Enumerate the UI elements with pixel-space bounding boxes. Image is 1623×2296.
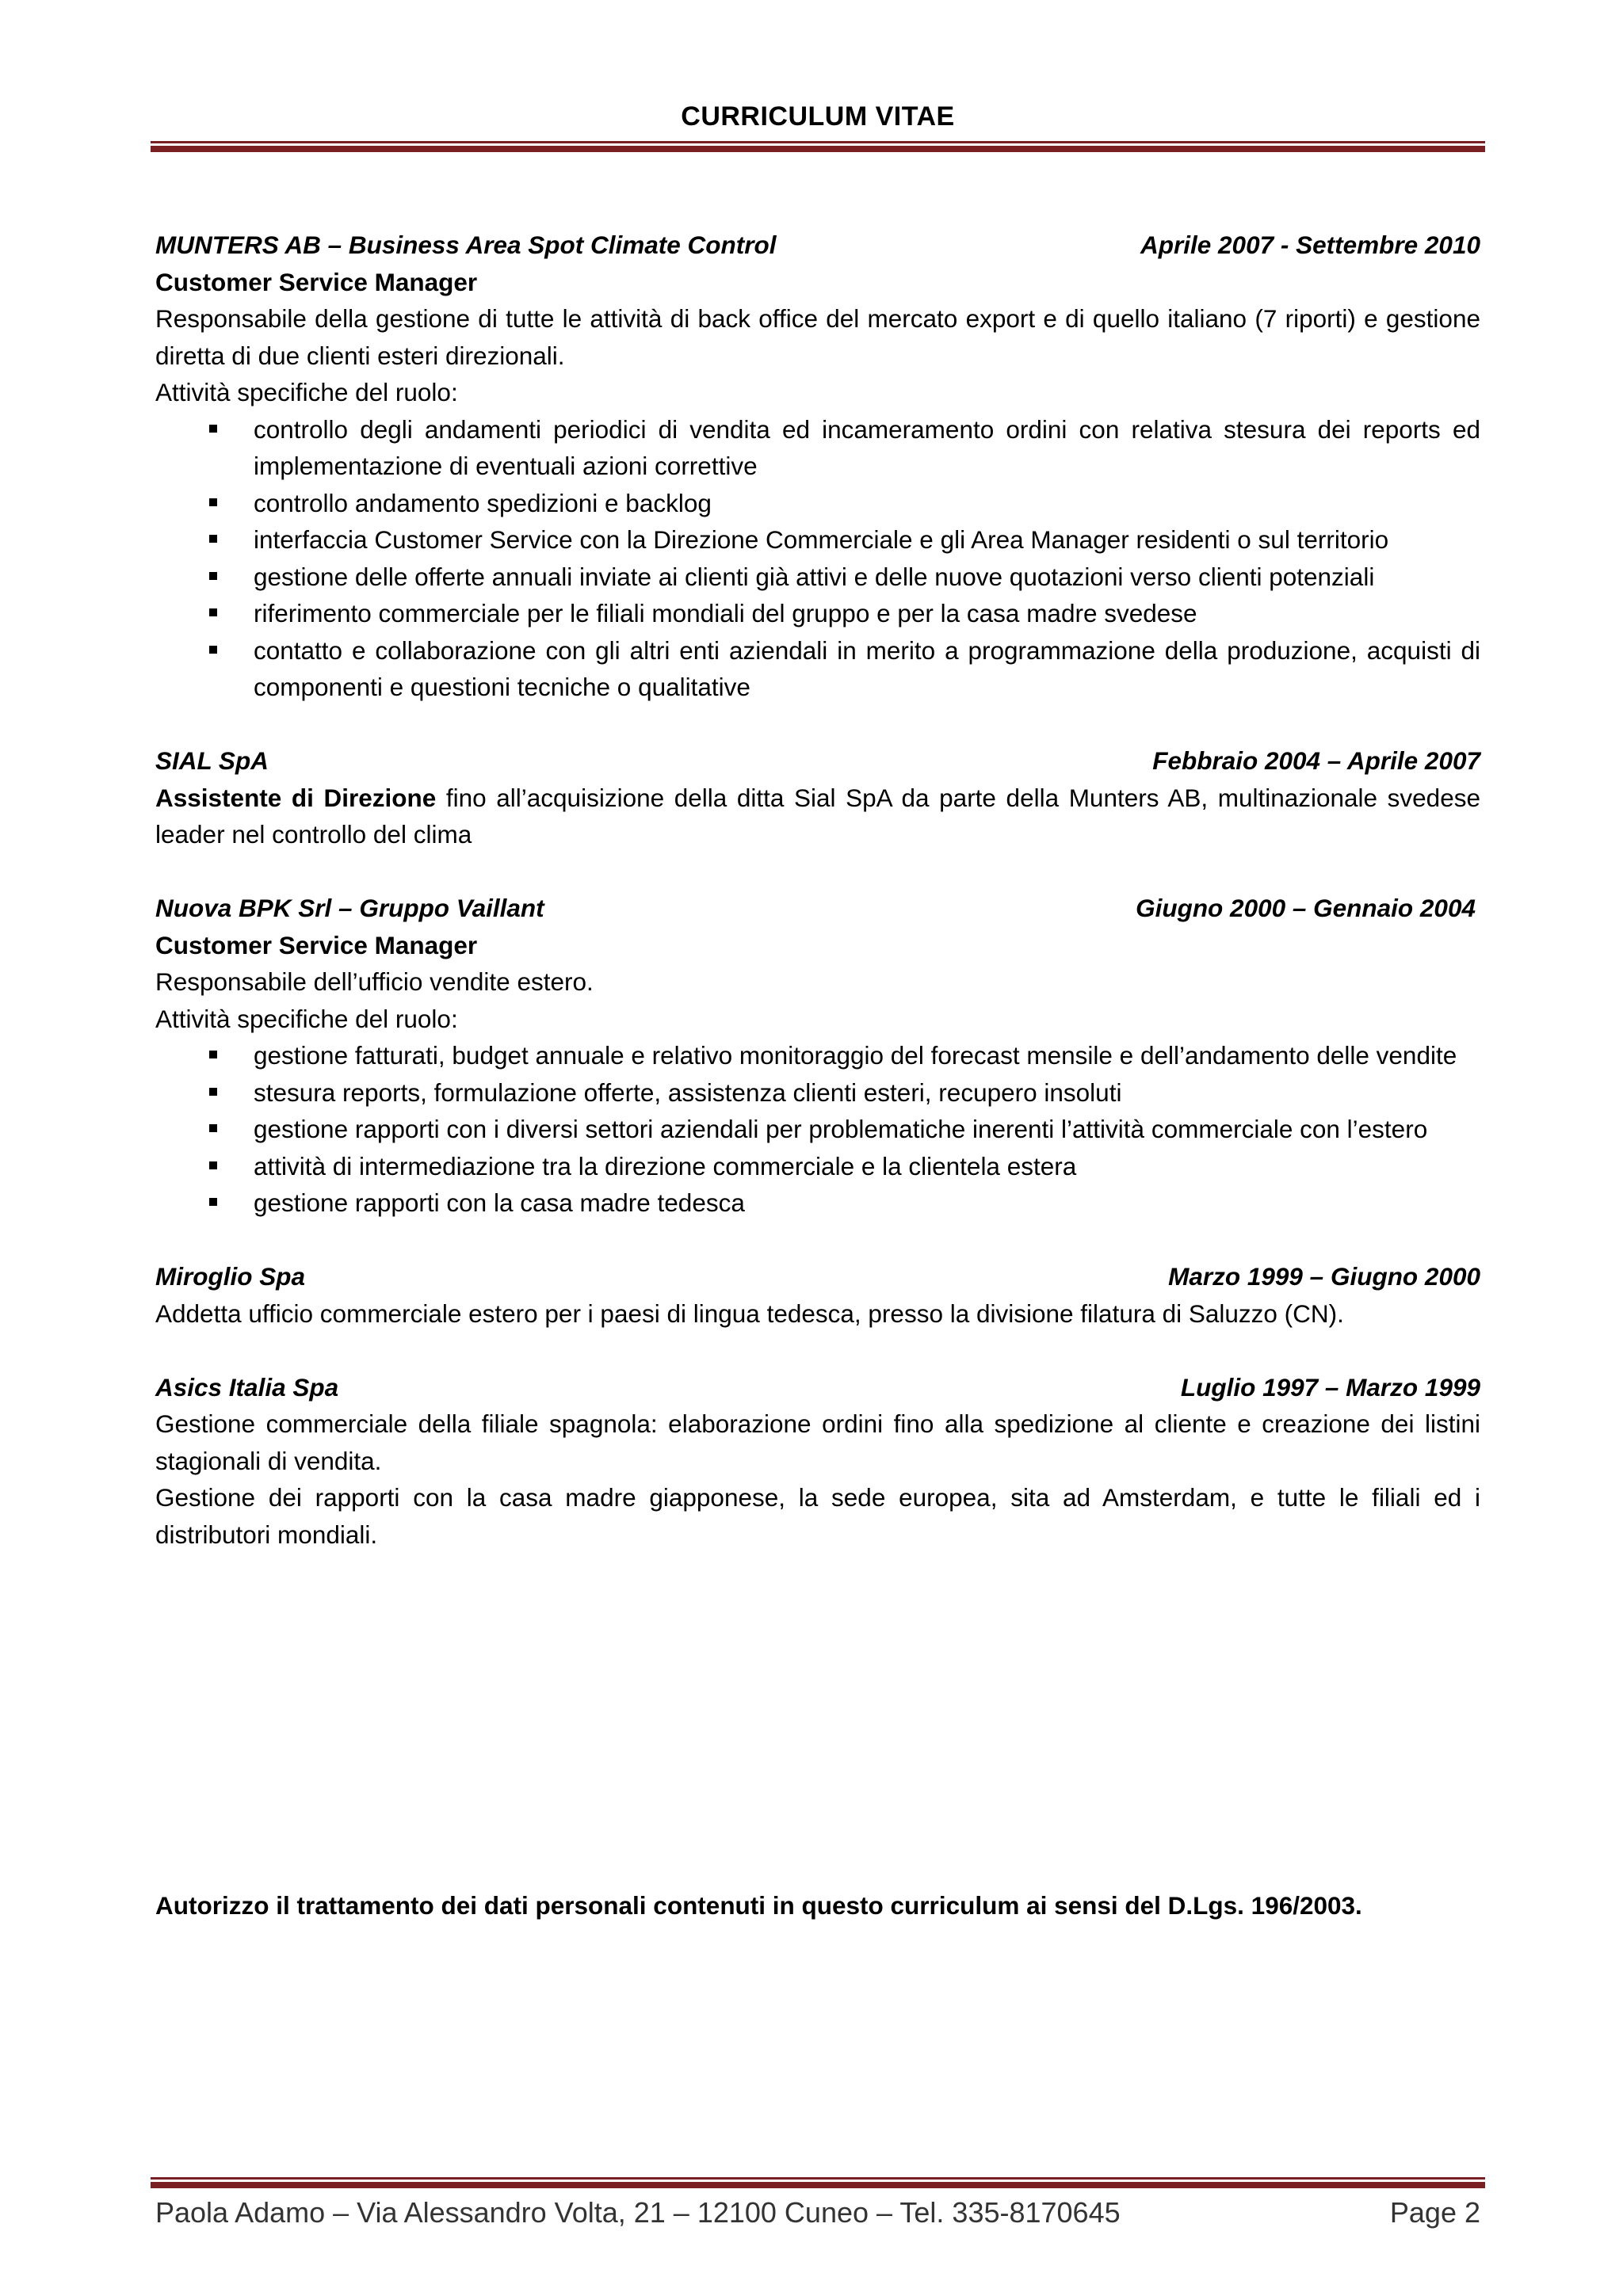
- page-number: Page 2: [1389, 2196, 1480, 2229]
- list-item: interfaccia Customer Service con la Direzione Commerciale e gli Area Manager residenti o sul territorio: [254, 521, 1480, 559]
- privacy-authorization: Autorizzo il trattamento dei dati personali contenuti in questo curriculum ai sensi del D.Lgs. 196/2003.: [155, 1891, 1362, 1920]
- experience-entry-miroglio: [155, 1258, 1480, 1332]
- job-role: Customer Service Manager: [155, 267, 478, 296]
- employment-dates: Febbraio 2004 – Aprile 2007: [1152, 746, 1480, 775]
- list-item: controllo andamento spedizioni e backlog: [254, 485, 1480, 522]
- experience-entry-nuova-bpk: [155, 890, 1480, 1222]
- job-description: Addetta ufficio commerciale estero per i paesi di lingua tedesca, presso la divisione filatura di Saluzzo (CN).: [155, 1299, 1344, 1328]
- activities-label: Attività specifiche del ruolo:: [155, 1004, 458, 1033]
- entry-heading: [155, 227, 1480, 264]
- footer-rule-thin-line: [151, 2177, 1485, 2180]
- company-name: Miroglio Spa: [155, 1262, 305, 1291]
- page-title: CURRICULUM VITAE: [681, 101, 955, 132]
- list-item: stesura reports, formulazione offerte, assistenza clienti esteri, recupero insoluti: [254, 1074, 1480, 1112]
- list-item: gestione rapporti con la casa madre tedesca: [254, 1184, 1480, 1222]
- job-description-text: fino all’acquisizione della ditta Sial SpA da parte della Munters AB, multinazionale svedese leader nel controllo del clima: [155, 783, 1480, 849]
- experience-section: [155, 227, 1480, 1590]
- activities-list: [155, 1037, 1480, 1222]
- footer-rule: [151, 2177, 1485, 2188]
- header-rule-thick-line: [151, 146, 1485, 152]
- job-description: Responsabile dell’ufficio vendite estero.: [155, 967, 594, 996]
- list-item: gestione delle offerte annuali inviate ai clienti già attivi e delle nuove quotazioni verso clienti potenziali: [254, 559, 1480, 596]
- entry-heading: [155, 890, 1480, 927]
- job-role: Assistente di Direzione: [155, 783, 437, 812]
- list-item: controllo degli andamenti periodici di vendita ed incameramento ordini con relativa stesura dei reports ed implementazione di eventuali azioni correttive: [254, 411, 1480, 485]
- footer-rule-thick-line: [151, 2182, 1485, 2188]
- employment-dates: Marzo 1999 – Giugno 2000: [1168, 1262, 1480, 1291]
- entry-heading: [155, 1258, 1480, 1295]
- list-item: gestione rapporti con i diversi settori aziendali per problematiche inerenti l’attività commerciale con l’estero: [254, 1111, 1480, 1148]
- experience-entry-asics: [155, 1369, 1480, 1554]
- experience-entry-sial: [155, 742, 1480, 853]
- cv-page: [155, 0, 1480, 2296]
- employment-dates: Luglio 1997 – Marzo 1999: [1180, 1372, 1480, 1402]
- header-rule: [151, 141, 1485, 152]
- company-name: SIAL SpA: [155, 746, 269, 775]
- list-item: contatto e collaborazione con gli altri enti aziendali in merito a programmazione della produzione, acquisti di componenti e questioni tecniche o qualitative: [254, 632, 1480, 706]
- footer-contact: Paola Adamo – Via Alessandro Volta, 21 – 12100 Cuneo – Tel. 335-8170645: [155, 2196, 1121, 2229]
- job-description: Gestione commerciale della filiale spagnola: elaborazione ordini fino alla spedizione al cliente e creazione dei listini stagionali di vendita.: [155, 1409, 1480, 1475]
- job-description: [155, 780, 1480, 853]
- activities-label: Attività specifiche del ruolo:: [155, 378, 458, 406]
- header-rule-thin-line: [151, 141, 1485, 143]
- job-description: Gestione dei rapporti con la casa madre giapponese, la sede europea, sita ad Amsterdam, e tutte le filiali ed i distributori mondiali.: [155, 1483, 1480, 1549]
- company-name: Nuova BPK Srl – Gruppo Vaillant: [155, 894, 544, 922]
- entry-heading: [155, 742, 1480, 780]
- activities-list: [155, 411, 1480, 706]
- page-footer: [155, 2196, 1480, 2229]
- job-description: Responsabile della gestione di tutte le attività di back office del mercato export e di quello italiano (7 riporti) e gestione diretta di due clienti esteri direzionali.: [155, 304, 1480, 370]
- list-item: attività di intermediazione tra la direzione commerciale e la clientela estera: [254, 1148, 1480, 1185]
- list-item: riferimento commerciale per le filiali mondiali del gruppo e per la casa madre svedese: [254, 595, 1480, 632]
- experience-entry-munters: [155, 227, 1480, 706]
- entry-heading: [155, 1369, 1480, 1406]
- employment-dates: Aprile 2007 - Settembre 2010: [1140, 231, 1480, 259]
- employment-dates: Giugno 2000 – Gennaio 2004: [1136, 894, 1476, 922]
- job-role: Customer Service Manager: [155, 930, 478, 959]
- company-name: Asics Italia Spa: [155, 1372, 339, 1402]
- list-item: gestione fatturati, budget annuale e relativo monitoraggio del forecast mensile e dell’andamento delle vendite: [254, 1037, 1480, 1074]
- company-name: MUNTERS AB – Business Area Spot Climate Control: [155, 231, 777, 259]
